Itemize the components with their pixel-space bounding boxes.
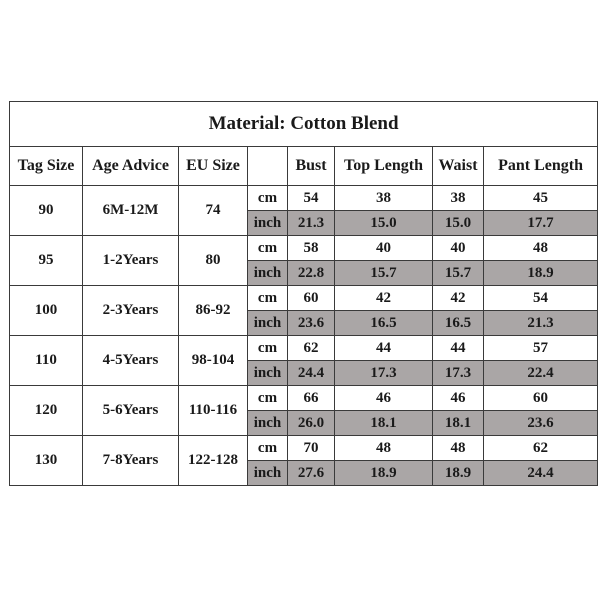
bust-cell: 58	[288, 236, 335, 261]
top-length-cell: 42	[335, 286, 433, 311]
header-tag-size: Tag Size	[10, 147, 83, 186]
pant-length-cell: 48	[484, 236, 598, 261]
header-eu-size: EU Size	[179, 147, 248, 186]
pant-length-cell: 17.7	[484, 211, 598, 236]
age-advice-cell: 1-2Years	[83, 236, 179, 286]
waist-cell: 15.7	[433, 261, 484, 286]
eu-size-cell: 86-92	[179, 286, 248, 336]
top-length-cell: 18.1	[335, 411, 433, 436]
pant-length-cell: 18.9	[484, 261, 598, 286]
unit-cell: cm	[248, 236, 288, 261]
eu-size-cell: 110-116	[179, 386, 248, 436]
unit-cell: inch	[248, 461, 288, 486]
header-waist: Waist	[433, 147, 484, 186]
eu-size-cell: 80	[179, 236, 248, 286]
waist-cell: 46	[433, 386, 484, 411]
age-advice-cell: 6M-12M	[83, 186, 179, 236]
pant-length-cell: 62	[484, 436, 598, 461]
top-length-cell: 18.9	[335, 461, 433, 486]
pant-length-cell: 24.4	[484, 461, 598, 486]
top-length-cell: 40	[335, 236, 433, 261]
bust-cell: 24.4	[288, 361, 335, 386]
table-row-cm	[10, 236, 598, 261]
bust-cell: 62	[288, 336, 335, 361]
top-length-cell: 15.0	[335, 211, 433, 236]
waist-cell: 18.1	[433, 411, 484, 436]
bust-cell: 60	[288, 286, 335, 311]
table-row-cm	[10, 336, 598, 361]
size-chart-table	[9, 101, 598, 486]
age-advice-cell: 5-6Years	[83, 386, 179, 436]
table-row-cm	[10, 436, 598, 461]
waist-cell: 15.0	[433, 211, 484, 236]
header-top-length: Top Length	[335, 147, 433, 186]
unit-cell: cm	[248, 336, 288, 361]
unit-cell: cm	[248, 186, 288, 211]
waist-cell: 42	[433, 286, 484, 311]
top-length-cell: 46	[335, 386, 433, 411]
unit-cell: inch	[248, 261, 288, 286]
table-row-cm	[10, 186, 598, 211]
header-unit	[248, 147, 288, 186]
bust-cell: 26.0	[288, 411, 335, 436]
header-pant-length: Pant Length	[484, 147, 598, 186]
pant-length-cell: 57	[484, 336, 598, 361]
waist-cell: 18.9	[433, 461, 484, 486]
pant-length-cell: 21.3	[484, 311, 598, 336]
table-title: Material: Cotton Blend	[10, 102, 598, 147]
waist-cell: 38	[433, 186, 484, 211]
bust-cell: 54	[288, 186, 335, 211]
pant-length-cell: 54	[484, 286, 598, 311]
eu-size-cell: 122-128	[179, 436, 248, 486]
unit-cell: inch	[248, 311, 288, 336]
age-advice-cell: 2-3Years	[83, 286, 179, 336]
tag-size-cell: 90	[10, 186, 83, 236]
tag-size-cell: 110	[10, 336, 83, 386]
pant-length-cell: 22.4	[484, 361, 598, 386]
pant-length-cell: 23.6	[484, 411, 598, 436]
bust-cell: 27.6	[288, 461, 335, 486]
bust-cell: 66	[288, 386, 335, 411]
unit-cell: inch	[248, 361, 288, 386]
top-length-cell: 48	[335, 436, 433, 461]
header-age-advice: Age Advice	[83, 147, 179, 186]
bust-cell: 21.3	[288, 211, 335, 236]
top-length-cell: 15.7	[335, 261, 433, 286]
unit-cell: cm	[248, 386, 288, 411]
unit-cell: cm	[248, 286, 288, 311]
tag-size-cell: 130	[10, 436, 83, 486]
tag-size-cell: 95	[10, 236, 83, 286]
age-advice-cell: 7-8Years	[83, 436, 179, 486]
top-length-cell: 17.3	[335, 361, 433, 386]
header-row	[10, 147, 598, 186]
age-advice-cell: 4-5Years	[83, 336, 179, 386]
header-bust: Bust	[288, 147, 335, 186]
pant-length-cell: 60	[484, 386, 598, 411]
top-length-cell: 44	[335, 336, 433, 361]
waist-cell: 17.3	[433, 361, 484, 386]
table-row-cm	[10, 286, 598, 311]
pant-length-cell: 45	[484, 186, 598, 211]
eu-size-cell: 98-104	[179, 336, 248, 386]
unit-cell: inch	[248, 211, 288, 236]
tag-size-cell: 120	[10, 386, 83, 436]
waist-cell: 16.5	[433, 311, 484, 336]
waist-cell: 40	[433, 236, 484, 261]
top-length-cell: 38	[335, 186, 433, 211]
bust-cell: 23.6	[288, 311, 335, 336]
tag-size-cell: 100	[10, 286, 83, 336]
bust-cell: 70	[288, 436, 335, 461]
table-row-cm	[10, 386, 598, 411]
top-length-cell: 16.5	[335, 311, 433, 336]
waist-cell: 44	[433, 336, 484, 361]
bust-cell: 22.8	[288, 261, 335, 286]
unit-cell: inch	[248, 411, 288, 436]
unit-cell: cm	[248, 436, 288, 461]
waist-cell: 48	[433, 436, 484, 461]
eu-size-cell: 74	[179, 186, 248, 236]
